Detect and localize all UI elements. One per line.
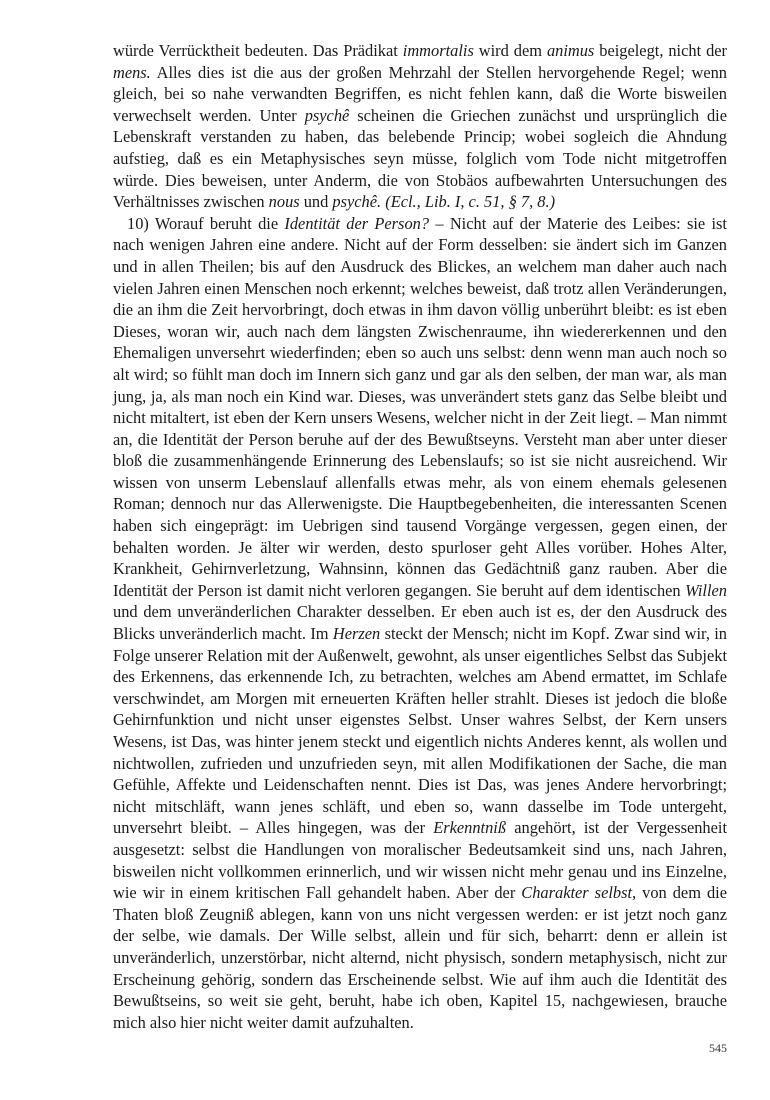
text-segment: steckt der Mensch; nicht im Kopf. Zwar sind wir, in Folge unserer Relation mit der Außenwelt, gewohnt, als unser eigentliches Selbst das Subjekt des Erkennens, das erkennende Ich, zu betrachten, welches am Abend ermattet, im Schlafe verschwindet, am Morgen mit erneuerten Kräften heller strahlt. Dieses ist jedoch die bloße Gehirnfunktion und nicht unser eigenstes Selbst. Unser wahres Selbst, der Kern unsers Wesens, ist Das, was hinter jenem steckt und eigentlich nichts Anderes kennt, als wollen und nichtwollen, zufrieden und unzufrieden seyn, mit allen Modifikationen der Sache, die man Gefühle, Affekte und Leidenschaften nennt. Dies ist Das, was jenes Andere hervorbringt; nicht mitschläft, wann jenes schläft, und eben so, wann dasselbe im Tode untergeht, unversehrt bleibt. – Alles hingegen, was der	[113, 624, 727, 838]
text-segment: Alles dies ist die aus der großen Mehrzahl der Stellen hervorgehende Regel; wenn gleich, bei so nahe verwandten Begriffen, es nicht fehlen kann, daß die Worte bisweilen verwechselt werden. Unter	[113, 62, 727, 125]
text-segment: und	[299, 192, 333, 212]
italic-term-mens: mens.	[113, 62, 151, 82]
italic-term-identitaet: Identität der Person?	[284, 213, 430, 233]
text-segment: und dem unveränderlichen Charakter desselben. Er eben auch ist es, der den Ausdruck des Blicks unveränderlich macht. Im	[113, 602, 727, 644]
text-segment: wird dem	[473, 41, 547, 60]
italic-term-animus: animus	[546, 41, 595, 60]
text-segment: 10) Worauf beruht die	[127, 213, 285, 233]
italic-term-psyche: psychê	[304, 105, 350, 125]
italic-term-nous: nous	[268, 192, 300, 212]
text-segment: würde Verrücktheit bedeuten. Das Prädikat	[113, 41, 403, 60]
italic-term-psyche: psychê.	[332, 192, 382, 212]
page-body	[113, 40, 727, 1033]
text-segment: beigelegt, nicht der	[594, 41, 728, 60]
italic-term-willen: Willen	[685, 580, 727, 600]
italic-term-charakter: Charakter selbst,	[521, 883, 637, 903]
italic-term-herzen: Herzen	[332, 624, 381, 644]
paragraph-identity-of-person	[113, 213, 727, 1034]
page-number: 545	[709, 1041, 727, 1055]
italic-citation: (Ecl., Lib. I, c. 51, § 7, 8.)	[385, 192, 556, 212]
text-segment: – Nicht auf der Materie des Leibes: sie ist nach wenigen Jahren eine andere. Nicht auf der Form desselben: sie ändert sich im Ganzen und in allen Theilen; bis auf den Ausdruck des Blickes, an welchem man daher auch nach vielen Jahren einen Menschen noch erkennt; welches beweist, daß trotz allen Veränderungen, die an ihm die Zeit hervorbringt, doch etwas in ihm davon völlig unberührt bleibt: es ist eben Dieses, woran wir, auch nach dem längsten Zwischenraume, ihn wiedererkennen und den Ehemaligen unversehrt wiederfinden; eben so auch uns selbst: denn wenn man auch noch so alt wird; so fühlt man doch im Innern sich ganz und gar als den selben, der man war, als man jung, ja, als man noch ein Kind war. Dieses, was unverändert stets ganz das Selbe bleibt und nicht mitaltert, ist eben der Kern unsers Wesens, welcher nicht in der Zeit liegt. – Man nimmt an, die Identität der Person beruhe auf der des Bewußtseyns. Versteht man aber unter dieser bloß die zusammenhängende Erinnerung des Lebenslaufs; so ist sie nicht ausreichend. Wir wissen von unserm Lebenslauf allenfalls etwas mehr, als von einem ehemals gelesenen Roman; dennoch nur das Allerwenigste. Die Hauptbegebenheiten, die interessanten Scenen haben sich eingeprägt: im Uebrigen sind tausend Vorgänge vergessen, gegen einen, der behalten worden. Je älter wir werden, desto spurloser geht Alles vorüber. Hohes Alter, Krankheit, Gehirnverletzung, Wahnsinn, können das Gedächtniß ganz rauben. Aber die Identität der Person ist damit nicht verloren gegangen. Sie beruht auf dem identischen	[113, 213, 727, 600]
paragraph-soul-terminology	[113, 40, 727, 213]
text-segment: angehört, ist der Vergessenheit ausgesetzt: selbst die Handlungen von moralischer Bedeutsamkeit sind uns, nach Jahren, bisweilen nicht vollkommen erinnerlich, und wir wissen nicht mehr genau und ins Einzelne, wie wir in einem kritischen Fall gehandelt haben. Aber der	[113, 818, 727, 903]
italic-term-immortalis: immortalis	[402, 41, 474, 60]
italic-term-erkenntniss: Erkenntniß	[433, 818, 507, 838]
text-segment: von dem die Thaten bloß Zeugniß ablegen, kann von uns nicht vergessen werden: er ist jetzt noch ganz der selbe, wie damals. Der Wille selbst, allein und für sich, beharrt: denn er allein ist unveränderlich, unzerstörbar, nicht alternd, nicht physisch, sondern metaphysisch, nicht zur Erscheinung gehörig, sondern das Erscheinende selbst. Wie auf ihm auch die Identität des Bewußtseins, so weit sie geht, beruht, habe ich oben, Kapitel 15, nachgewiesen, brauche mich also hier nicht weiter damit aufzuhalten.	[113, 883, 727, 1032]
text-segment: scheinen die Griechen zunächst und ursprünglich die Lebenskraft verstanden zu haben, das belebende Princip; wobei sogleich die Ahndung aufstieg, daß es ein Metaphysisches seyn müsse, folglich vom Tode nicht mitgetroffen würde. Dies beweisen, unter Anderm, die von Stobäos aufbewahrten Untersuchungen des Verhältnisses zwischen	[113, 105, 728, 212]
